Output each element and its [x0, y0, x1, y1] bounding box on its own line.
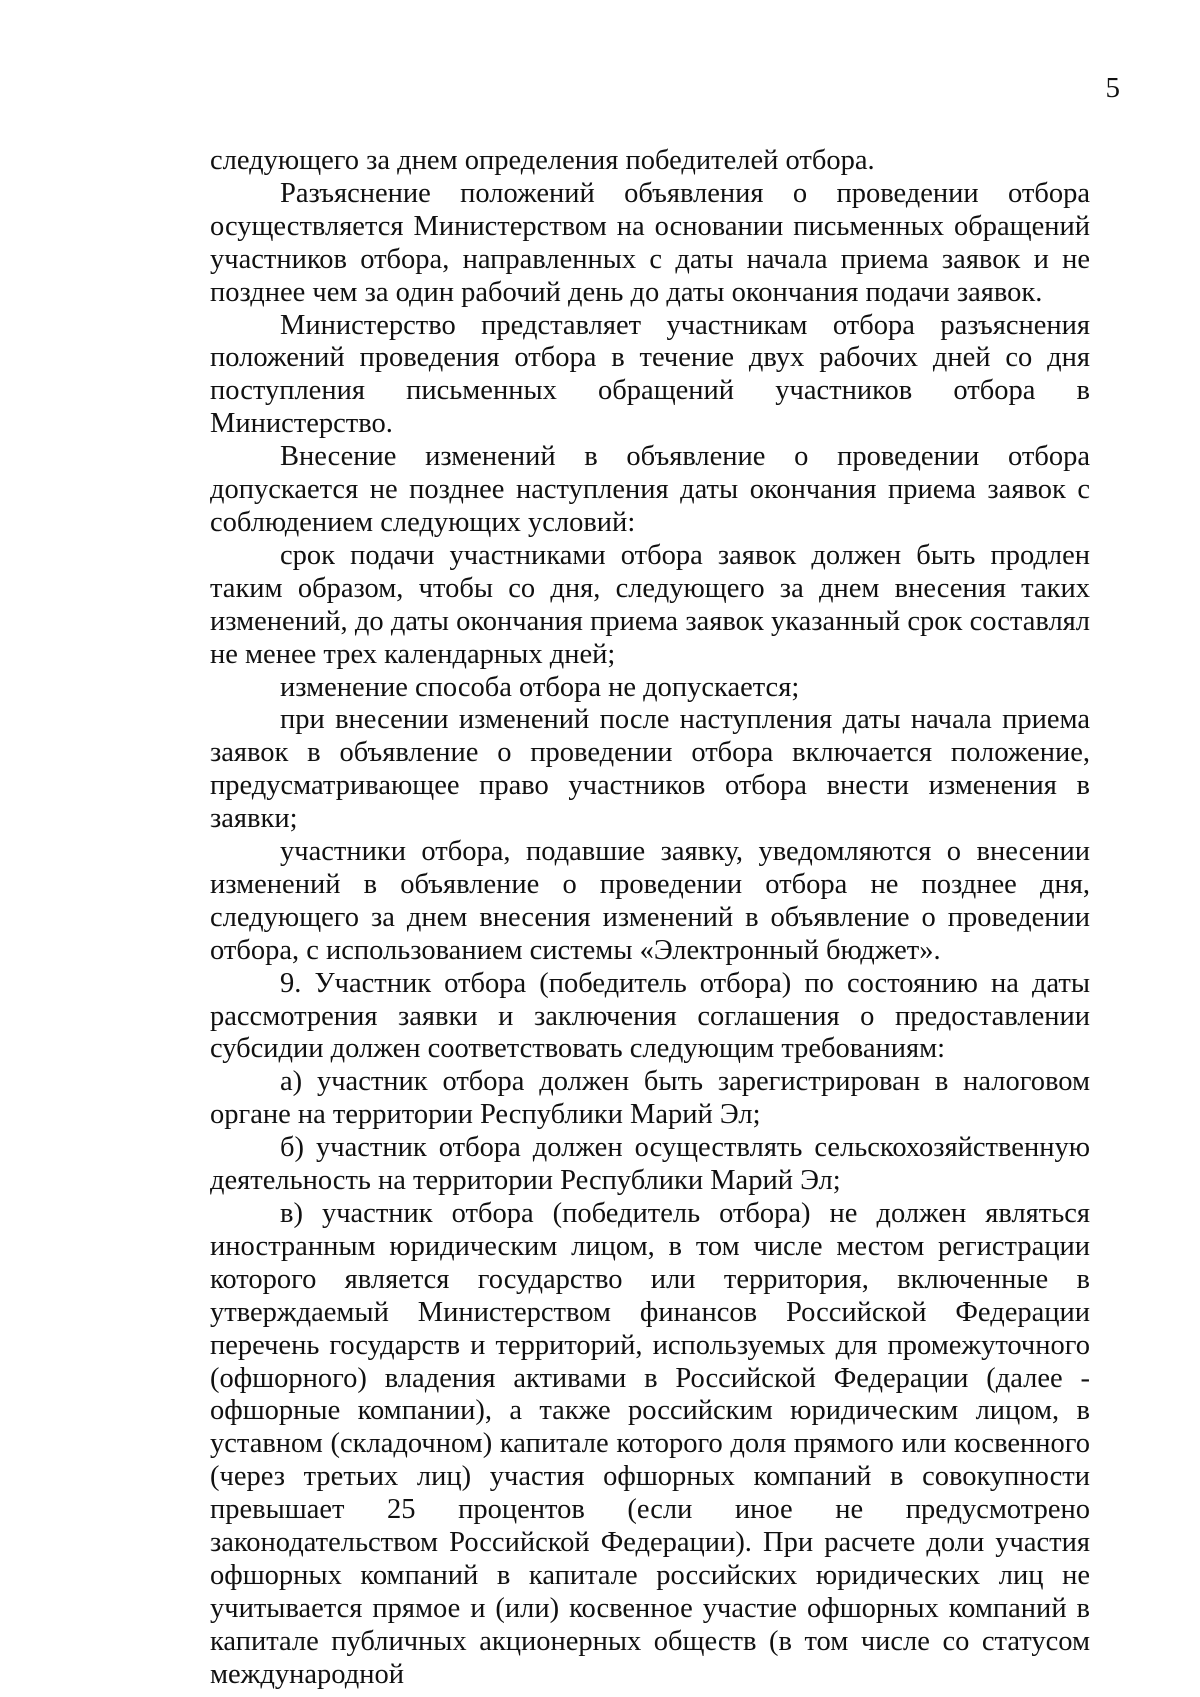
paragraph-amendments: Внесение изменений в объявление о проведении отбора допускается не позднее наступления даты окончания приема заявок с соблюдением следующих условий: [210, 441, 1090, 538]
paragraph-continuation: следующего за днем определения победителей отбора. [210, 145, 875, 176]
paragraph-item-9c: в) участник отбора (победитель отбора) не должен являться иностранным юридическим лицом, в том числе местом регистрации которого является государство или территория, включенные в утверждаемый Министерством финансов Российской Федерации перечень государств и территорий, используемых для промежуточного (офшорного) владения активами в Российской Федерации (далее - офшорные компании), а также российским юридическим лицом, в уставном (складочном) капитале которого доля прямого или косвенного (через третьих лиц) участия офшорных компаний в совокупности превышает 25 процентов (если иное не предусмотрено законодательством Российской Федерации). При расчете доли участия офшорных компаний в капитале российских юридических лиц не учитывается прямое и (или) косвенное участие офшорных компаний в капитале публичных акционерных обществ (в том числе со статусом международной [210, 1198, 1090, 1690]
paragraph-item-9: 9. Участник отбора (победитель отбора) по состоянию на даты рассмотрения заявки и заключения соглашения о предоставлении субсидии должен соответствовать следующим требованиям: [210, 967, 1090, 1065]
paragraph-clarification: Разъяснение положений объявления о проведении отбора осуществляется Министерством на основании письменных обращений участников отбора, направленных с даты начала приема заявок и не позднее чем за один рабочий день до даты окончания подачи заявок. [210, 177, 1090, 308]
paragraph-item-9a: а) участник отбора должен быть зарегистрирован в налоговом органе на территории Республики Марий Эл; [210, 1066, 1090, 1131]
paragraph-method-change: изменение способа отбора не допускается; [280, 671, 800, 703]
paragraph-ministry-clarifications: Министерство представляет участникам отбора разъяснения положений проведения отбора в течение двух рабочих дней со дня поступления письменных обращений участников отбора в Министерство. [210, 309, 1090, 440]
paragraph-amendments-after-start: при внесении изменений после наступления даты начала приема заявок в объявление о проведении отбора включается положение, предусматривающее право участников отбора внести изменения в заявки; [210, 704, 1090, 835]
paragraph-notification: участники отбора, подавшие заявку, уведомляются о внесении изменений в объявление о проведении отбора не позднее дня, следующего за днем внесения изменений в объявление о проведении отбора, с использованием системы «Электронный бюджет». [210, 836, 1090, 966]
document-body [210, 145, 1090, 1692]
paragraph-deadline-extension: срок подачи участниками отбора заявок должен быть продлен таким образом, чтобы со дня, следующего за днем внесения таких изменений, до даты окончания приема заявок указанный срок составлял не менее трех календарных дней; [210, 539, 1090, 670]
paragraph-item-9b: б) участник отбора должен осуществлять сельскохозяйственную деятельность на территории Республики Марий Эл; [210, 1132, 1090, 1197]
page-number: 5 [1105, 72, 1120, 104]
